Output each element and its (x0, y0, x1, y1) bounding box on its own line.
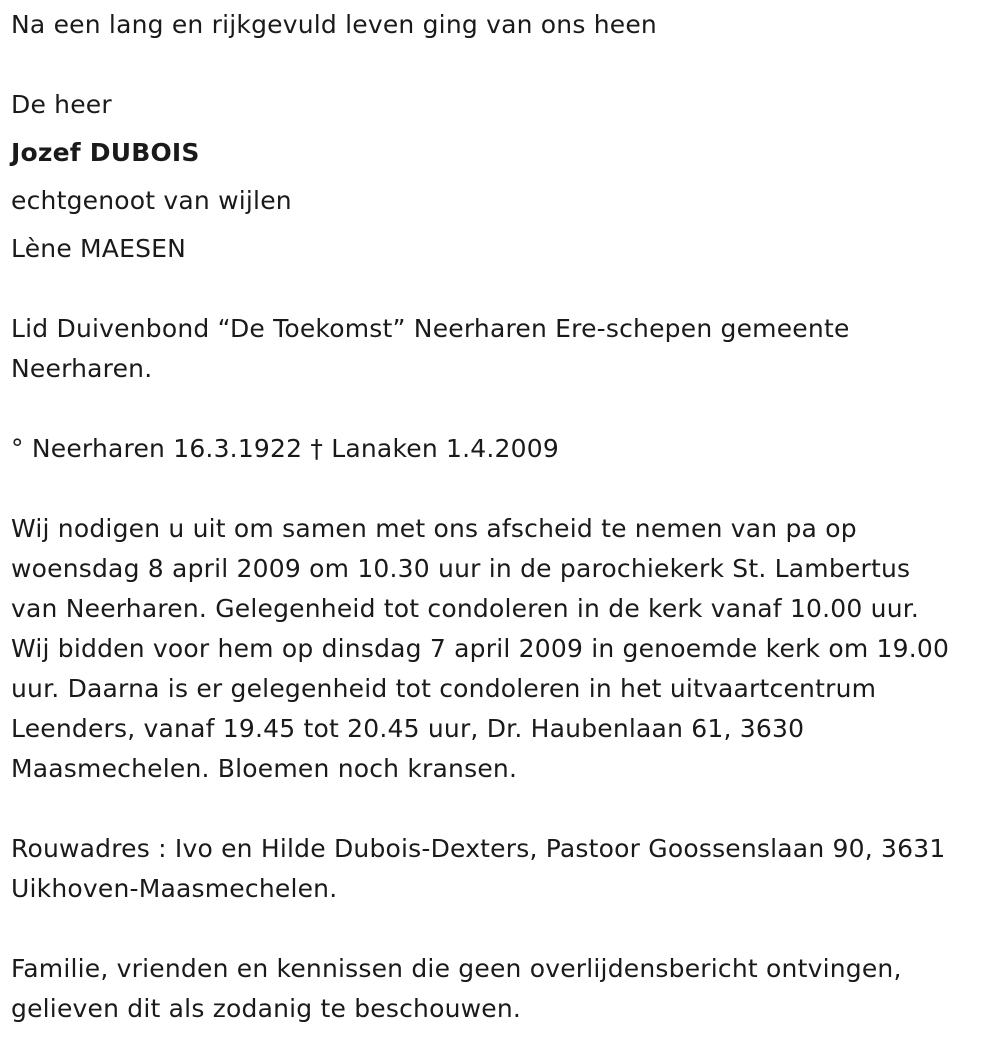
mourning-address-line-1: Rouwadres : Ivo en Hilde Dubois-Dexters, Pastoor Goossenslaan 90, 3631 (11, 834, 946, 863)
funeral-info-line-6: Leenders, vanaf 19.45 tot 20.45 uur, Dr. Haubenlaan 61, 3630 (11, 714, 805, 743)
intro-text: Na een lang en rijkgevuld leven ging van ons heen (11, 10, 657, 39)
birth-death-dates: ° Neerharen 16.3.1922 † Lanaken 1.4.2009 (11, 434, 559, 463)
deceased-name: Jozef DUBOIS (11, 138, 200, 167)
funeral-info-line-3: van Neerharen. Gelegenheid tot condoleren in de kerk vanaf 10.00 uur. (11, 594, 920, 623)
spouse-relation: echtgenoot van wijlen (11, 186, 292, 215)
closing-line-2: gelieven dit als zodanig te beschouwen. (11, 994, 522, 1023)
closing-line-1: Familie, vrienden en kennissen die geen overlijdensbericht ontvingen, (11, 954, 902, 983)
spouse-name: Lène MAESEN (11, 234, 187, 263)
mourning-address-line-2: Uikhoven-Maasmechelen. (11, 874, 338, 903)
title-prefix: De heer (11, 90, 112, 119)
membership-line-1: Lid Duivenbond “De Toekomst” Neerharen Ere-schepen gemeente (11, 314, 850, 343)
funeral-info-line-5: uur. Daarna is er gelegenheid tot condoleren in het uitvaartcentrum (11, 674, 877, 703)
funeral-info-line-7: Maasmechelen. Bloemen noch kransen. (11, 754, 518, 783)
membership-line-2: Neerharen. (11, 354, 153, 383)
funeral-info-line-4: Wij bidden voor hem op dinsdag 7 april 2009 in genoemde kerk om 19.00 (11, 634, 950, 663)
funeral-info-line-1: Wij nodigen u uit om samen met ons afscheid te nemen van pa op (11, 514, 857, 543)
funeral-info-line-2: woensdag 8 april 2009 om 10.30 uur in de parochiekerk St. Lambertus (11, 554, 911, 583)
